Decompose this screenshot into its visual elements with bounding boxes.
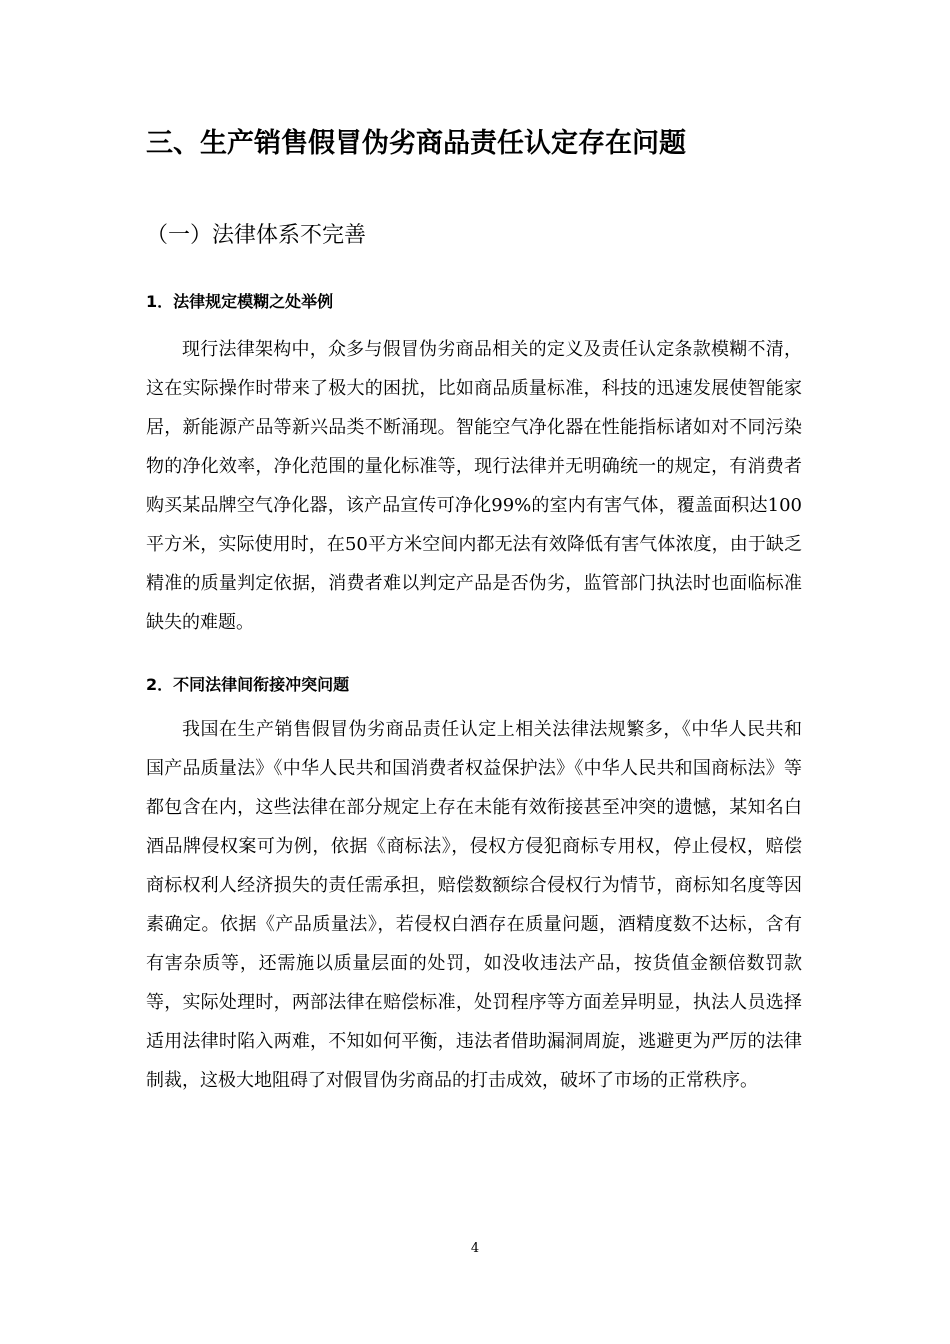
paragraph-1: 现行法律架构中，众多与假冒伪劣商品相关的定义及责任认定条款模糊不清，这在实际操作时带来了极大的困扰，比如商品质量标准，科技的迅速发展使智能家居，新能源产品等新兴品类不断涌现。智能空气净化器在性能指标诸如对不同污染物的净化效率，净化范围的量化标准等，现行法律并无明确统一的规定，有消费者购买某品牌空气净化器，该产品宣传可净化99%的室内有害气体，覆盖面积达100平方米，实际使用时，在50平方米空间内都无法有效降低有害气体浓度，由于缺乏精准的质量判定依据，消费者难以判定产品是否伪劣，监管部门执法时也面临标准缺失的难题。 xyxy=(146,339,802,633)
paragraph-2: 我国在生产销售假冒伪劣商品责任认定上相关法律法规繁多，《中华人民共和国产品质量法》《中华人民共和国消费者权益保护法》《中华人民共和国商标法》等都包含在内，这些法律在部分规定上存在未能有效衔接甚至冲突的遗憾，某知名白酒品牌侵权案可为例，依据《商标法》，侵权方侵犯商标专用权，停止侵权，赔偿商标权利人经济损失的责任需承担，赔偿数额综合侵权行为情节，商标知名度等因素确定。依据《产品质量法》，若侵权白酒存在质量问题，酒精度数不达标，含有有害杂质等，还需施以质量层面的处罚，如没收违法产品，按货值金额倍数罚款等，实际处理时，两部法律在赔偿标准，处罚程序等方面差异明显，执法人员选择适用法律时陷入两难，不知如何平衡，违法者借助漏洞周旋，逃避更为严厉的法律制裁，这极大地阻碍了对假冒伪劣商品的打击成效，破坏了市场的正常秩序。 xyxy=(146,719,802,1091)
chapter-title: 三、生产销售假冒伪劣商品责任认定存在问题 xyxy=(146,128,686,159)
page-number: 4 xyxy=(470,1241,480,1256)
section-title: （一）法律体系不完善 xyxy=(146,223,367,248)
subsection-heading-2: 2．不同法律间衔接冲突问题 xyxy=(146,675,350,694)
subsection-heading-1: 1．法律规定模糊之处举例 xyxy=(146,292,334,311)
